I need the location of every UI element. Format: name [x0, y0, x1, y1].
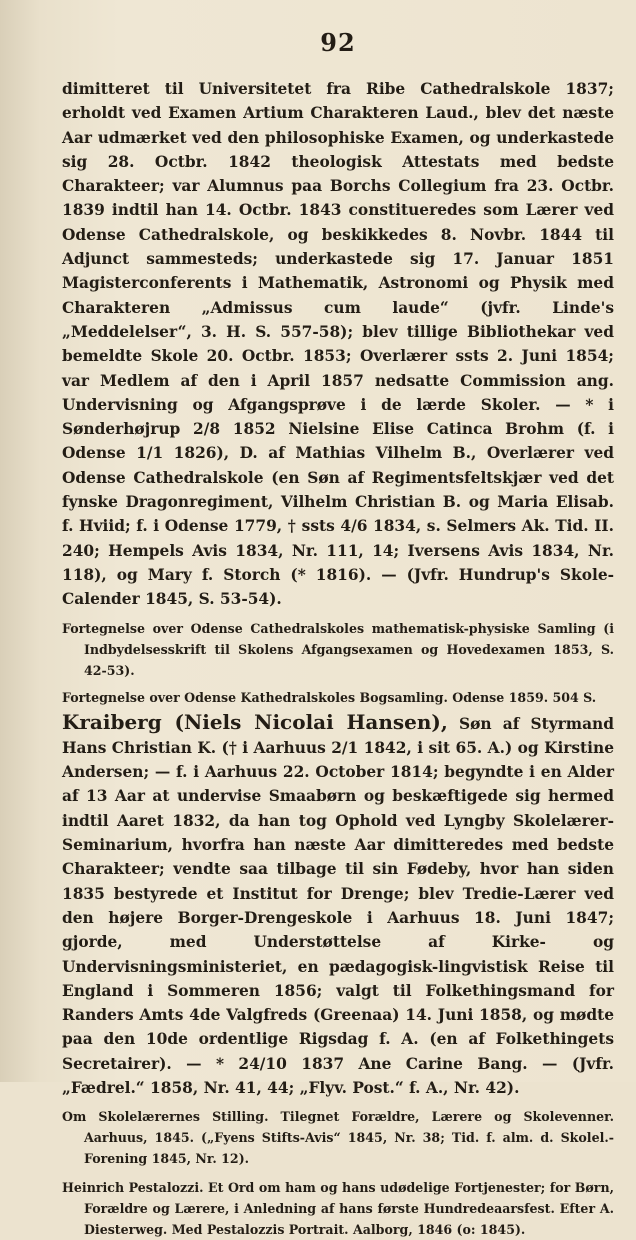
work-listing: Fortegnelse over Odense Kathedralskoles Bogsamling. Odense 1859. 504 S. [62, 689, 597, 705]
page-number: 92 [320, 28, 356, 57]
work-listing: Om Skolelærernes Stilling. Tilegnet Forældre, Lærere og Skolevenner. Aarhuus, 1845. („Fyens Stifts-Avis“ 1845, Nr. 38; Tid. f. alm. d. Skolel.-Forening 1845, Nr. 12). [62, 1109, 614, 1167]
entry-text: Søn af Styrmand Hans Christian K. († i Aarhuus 2/1 1842, i sit 65. A.) og Kirstine Andersen; — f. i Aarhuus 22. October 1814; begyndte i en Alder af 13 Aar at undervise Smaabørn og beskæftigede sig hermed indtil Aaret 1832, da han tog Ophold ved Lyngby Skolelærer-Seminarium, hvorfra han næste Aar dimitteredes med bedste Charakteer; vendte saa tilbage til sin Fødeby, hvor han siden 1835 bestyrede et Institut for Drenge; blev Tredie-Lærer ved den højere Borger-Drengeskole i Aarhuus 18. Juni 1847; gjorde, med Understøttelse af Kirke- og Undervisningsministeriet, en pædagogisk-lingvistisk Reise til England i Sommeren 1856; valgt til Folkethingsmand for Randers Amts 4de Valgfreds (Greenaa) 14. Juni 1858, og mødte paa den 10de ordentlige Rigsdag f. A. (en af Folkethingets Secretairer). — * 24/10 1837 Ane Carine Bang. — (Jvfr. „Fædrel.“ 1858, Nr. 41, 44; „Flyv. Post.“ f. A., Nr. 42). [62, 714, 614, 1097]
work-listing: Heinrich Pestalozzi. Et Ord om ham og hans udødelige Fortjenester; for Børn, Forældre og Lærere, i Anledning af hans første Hundredeaarsfest. Efter A. Diesterweg. Med Pestalozzis Portrait. Aalborg, 1846 (o: 1845). [62, 1180, 614, 1238]
entry-name: Kraiberg (Niels Nicolai Hansen), [62, 709, 448, 734]
biography-entry [62, 710, 614, 1101]
biography-entry-continued: dimitteret til Universitetet fra Ribe Cathedralskole 1837; erholdt ved Examen Artium Charakteren Laud., blev det næste Aar udmærket ved den philosophiske Examen, og underkastede sig 28. Octbr. 1842 theologisk Attestats med bedste Charakteer; var Alumnus paa Borchs Collegium fra 23. Octbr. 1839 indtil han 14. Octbr. 1843 constitueredes som Lærer ved Odense Cathedralskole, og beskikkedes 8. Novbr. 1844 til Adjunct sammesteds; underkastede sig 17. Januar 1851 Magisterconferents i Mathematik, Astronomi og Physik med Charakteren „Admissus cum laude“ (jvfr. Linde's „Meddelelser“, 3. H. S. 557-58); blev tillige Bibliothekar ved bemeldte Skole 20. Octbr. 1853; Overlærer ssts 2. Juni 1854; var Medlem af den i April 1857 nedsatte Commission ang. Undervisning og Afgangsprøve i de lærde Skoler. — * i Sønderhøjrup 2/8 1852 Nielsine Elise Catinca Brohm (f. i Odense 1/1 1826), D. af Mathias Vilhelm B., Overlærer ved Odense Cathedralskole (en Søn af Regimentsfeltskjær ved det fynske Dragonregiment, Vilhelm Christian B. og Maria Elisab. f. Hviid; f. i Odense 1779, † ssts 4/6 1834, s. Selmers Ak. Tid. II. 240; Hempels Avis 1834, Nr. 111, 14; Iversens Avis 1834, Nr. 118), og Mary f. Storch (* 1816). — (Jvfr. Hundrup's Skole-Calender 1845, S. 53-54). [62, 80, 614, 609]
work-listing: Fortegnelse over Odense Cathedralskoles mathematisk-physiske Samling (i Indbydelsesskrift til Skolens Afgangsexamen og Hovedexamen 1853, S. 42-53). [62, 620, 614, 678]
